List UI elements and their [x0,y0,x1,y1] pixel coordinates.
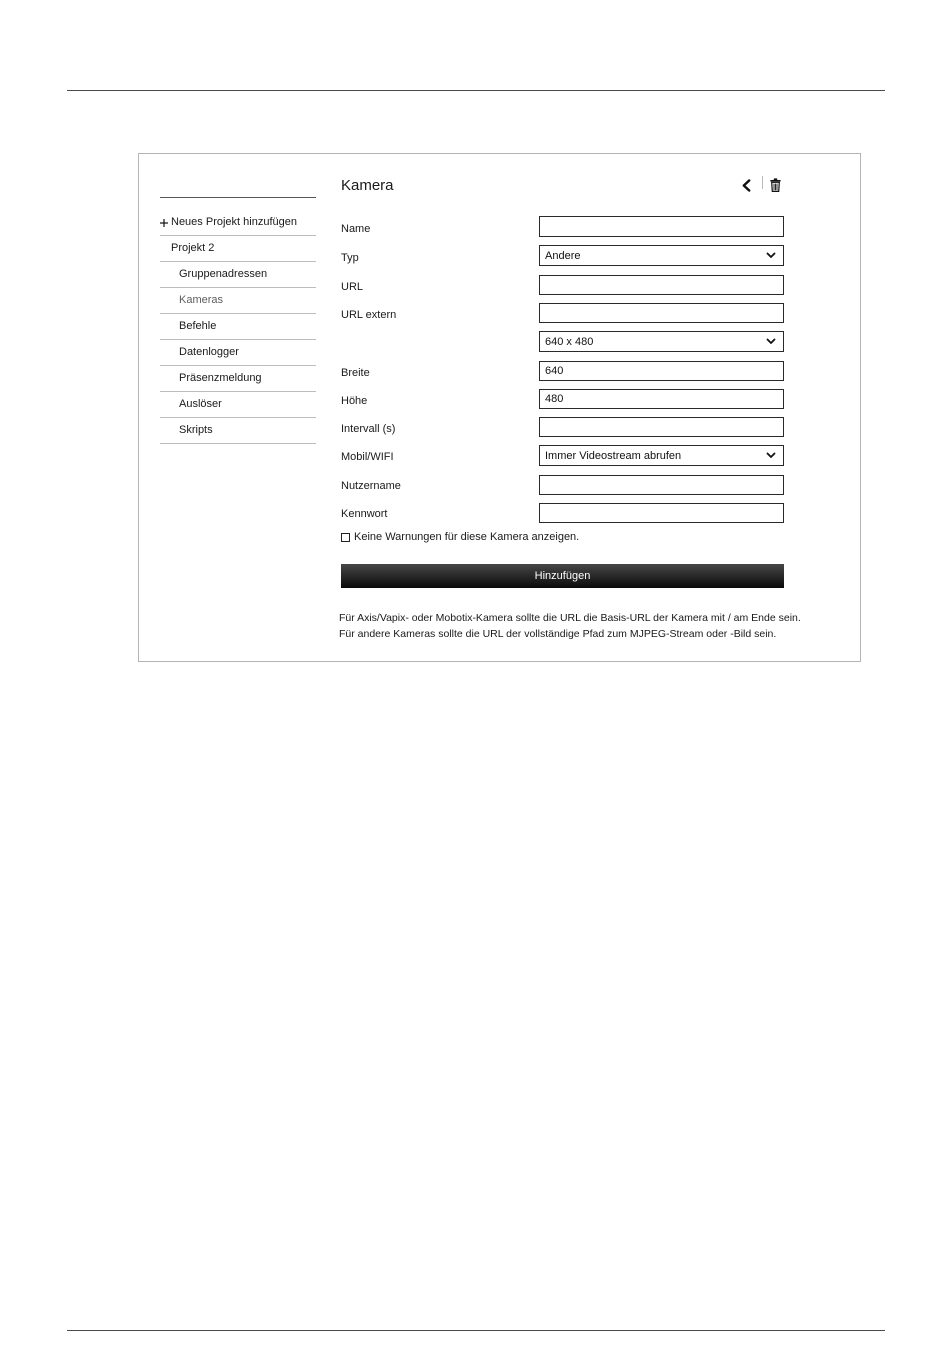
sidebar-item-ausloeser[interactable] [160,392,316,418]
chevron-left-icon[interactable] [741,179,752,192]
name-label: Name [341,223,371,235]
sidebar-item-datenlogger[interactable] [160,340,316,366]
nutzername-label: Nutzername [341,480,401,492]
mobil-wifi-select[interactable] [539,445,784,466]
page-footer-rule [67,1330,885,1331]
url-extern-input[interactable] [539,303,784,323]
breite-input[interactable] [539,361,784,381]
typ-select[interactable] [539,245,784,266]
trash-icon[interactable] [770,178,781,192]
sidebar-item-kameras[interactable] [160,288,316,314]
sidebar-item-skripts[interactable] [160,418,316,444]
no-warnings-checkbox[interactable] [341,530,579,544]
chevron-down-icon [766,452,776,459]
sidebar-item-praesenzmeldung[interactable] [160,366,316,392]
mobil-wifi-label: Mobil/WIFI [341,451,394,463]
sidebar-item-label: Gruppenadressen [179,268,268,280]
name-input[interactable] [539,216,784,237]
url-label: URL [341,281,364,293]
intervall-label: Intervall (s) [341,423,396,435]
sidebar-item-label: Präsenzmeldung [179,372,262,384]
kennwort-label: Kennwort [341,508,388,520]
url-input[interactable] [539,275,784,295]
sidebar-item-befehle[interactable] [160,314,316,340]
typ-select-value: Andere [545,249,581,262]
page-header-rule [67,90,885,91]
sidebar-item-gruppenadressen[interactable] [160,262,316,288]
resolution-select[interactable] [539,331,784,352]
add-camera-button[interactable]: Hinzufügen [341,564,784,588]
intervall-input[interactable] [539,417,784,437]
mobil-wifi-select-value: Immer Videostream abrufen [545,449,682,462]
help-note-2: Für andere Kameras sollte die URL der vollständige Pfad zum MJPEG-Stream oder -Bild sein. [339,628,777,640]
nutzername-input[interactable] [539,475,784,495]
resolution-select-value: 640 x 480 [545,335,594,348]
no-warnings-checkbox-label: Keine Warnungen für diese Kamera anzeigen. [354,531,580,543]
sidebar-item-project[interactable] [160,236,316,262]
sidebar-top-divider [160,197,316,198]
sidebar-item-label: Datenlogger [179,346,239,358]
sidebar [160,210,316,444]
url-extern-label: URL extern [341,309,397,321]
hoehe-input[interactable] [539,389,784,409]
page-title: Kamera [341,177,394,194]
chevron-down-icon [766,252,776,259]
help-note-1: Für Axis/Vapix- oder Mobotix-Kamera sollte die URL die Basis-URL der Kamera mit / am Ende sein. [339,612,801,624]
breite-label: Breite [341,367,370,379]
camera-settings-screenshot [138,153,861,662]
hoehe-label: Höhe [341,395,368,407]
header-icon-divider [762,176,763,189]
sidebar-item-label: Kameras [179,294,224,306]
kennwort-input[interactable] [539,503,784,523]
typ-label: Typ [341,252,359,264]
add-project-label: Neues Projekt hinzufügen [171,216,297,228]
sidebar-item-label: Projekt 2 [171,242,215,254]
chevron-down-icon [766,338,776,345]
sidebar-item-label: Auslöser [179,398,222,410]
sidebar-item-label: Befehle [179,320,217,332]
checkbox-unchecked-icon[interactable] [341,533,350,542]
plus-icon [160,219,168,227]
add-project-button[interactable] [160,210,316,236]
sidebar-item-label: Skripts [179,424,213,436]
